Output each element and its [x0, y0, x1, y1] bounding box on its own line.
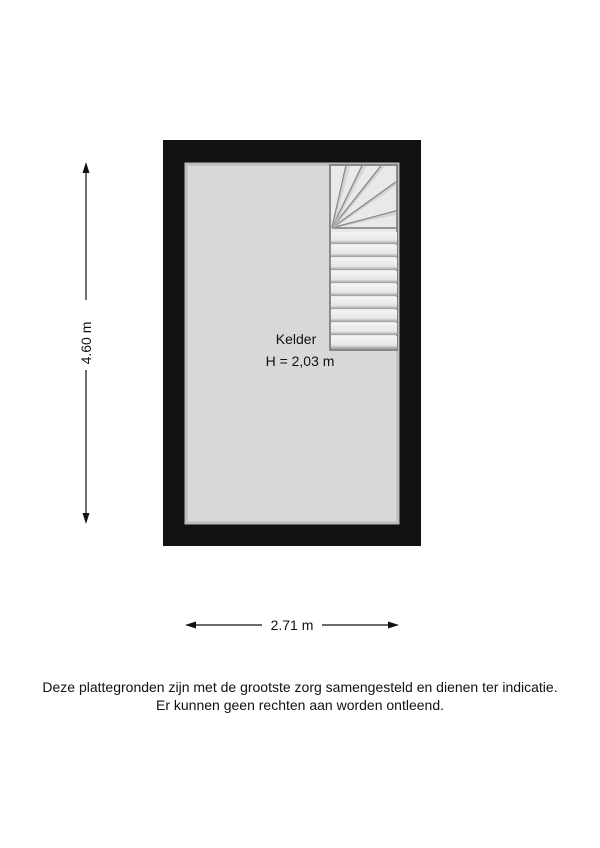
width-dimension: [185, 617, 399, 633]
arrow-up-icon: [83, 162, 90, 173]
disclaimer: [0, 678, 600, 714]
staircase: [330, 165, 397, 350]
disclaimer-line-1: Deze plattegronden zijn met de grootste zorg samengesteld en dienen ter indicatie.: [42, 679, 558, 695]
arrow-right-icon: [388, 622, 399, 629]
disclaimer-line-2: Er kunnen geen rechten aan worden ontleend.: [156, 697, 444, 713]
stair-treads: [331, 232, 397, 349]
width-dimension-label: 2.71 m: [270, 617, 314, 633]
height-dimension-label: 4.60 m: [78, 321, 94, 365]
arrow-left-icon: [185, 622, 196, 629]
height-dimension: [78, 162, 94, 524]
room-height: H = 2,03 m: [265, 353, 335, 369]
room-name: Kelder: [275, 331, 317, 347]
arrow-down-icon: [83, 513, 90, 524]
